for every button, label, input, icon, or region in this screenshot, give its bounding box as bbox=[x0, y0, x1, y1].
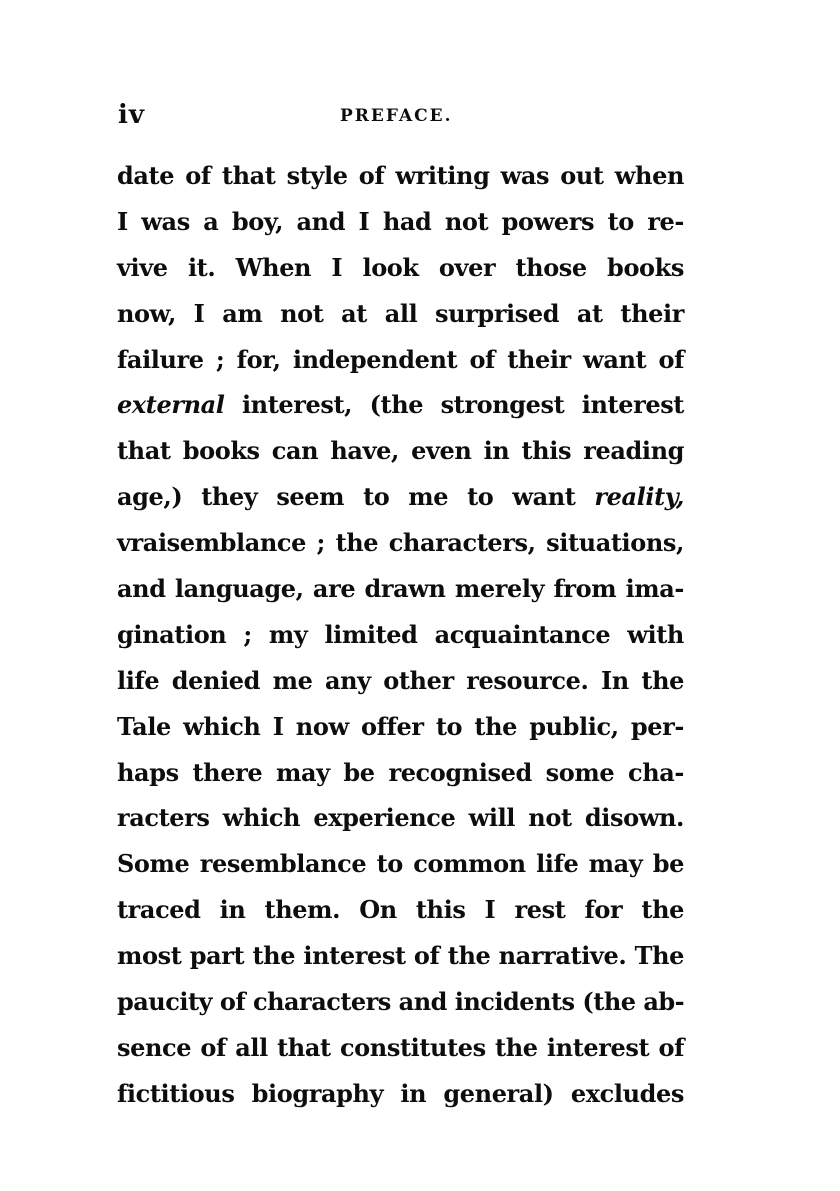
text-line: most part the interest of the narrative. The bbox=[117, 941, 684, 971]
text-line: Tale which I now offer to the public, per- bbox=[117, 711, 684, 741]
text-line: that books can have, even in this reading bbox=[117, 436, 684, 466]
body-text bbox=[117, 153, 684, 1117]
text-line: traced in them. On this I rest for the bbox=[117, 895, 684, 925]
text-line: failure ; for, independent of their want of bbox=[117, 344, 684, 374]
text-line: age,) they seem to me to want reality, bbox=[117, 482, 684, 512]
text-line: external interest, (the strongest interest bbox=[117, 390, 684, 420]
text-line: sence of all that constitutes the interest of bbox=[117, 1032, 684, 1062]
text-line: paucity of characters and incidents (the ab- bbox=[117, 987, 685, 1017]
text-line: date of that style of writing was out when bbox=[117, 161, 684, 190]
text-line: gination ; my limited acquaintance with bbox=[117, 619, 684, 649]
running-head bbox=[118, 96, 682, 136]
text-line: life denied me any other resource. In the bbox=[117, 665, 684, 695]
text-line: now, I am not at all surprised at their bbox=[117, 298, 684, 328]
text-line: vive it. When I look over those books bbox=[117, 252, 684, 282]
text-line: haps there may be recognised some cha- bbox=[117, 757, 684, 787]
text-line: racters which experience will not disown. bbox=[117, 803, 684, 833]
text-line: fictitious biography in general) excludes bbox=[117, 1078, 684, 1108]
running-head-title: PREFACE. bbox=[340, 106, 453, 126]
text-line: I was a boy, and I had not powers to re- bbox=[117, 206, 684, 236]
text-line: Some resemblance to common life may be bbox=[117, 849, 684, 879]
text-line: and language, are drawn merely from ima- bbox=[117, 574, 684, 604]
page-number: iv bbox=[118, 100, 145, 130]
text-line: vraisemblance ; the characters, situations, bbox=[117, 528, 684, 558]
